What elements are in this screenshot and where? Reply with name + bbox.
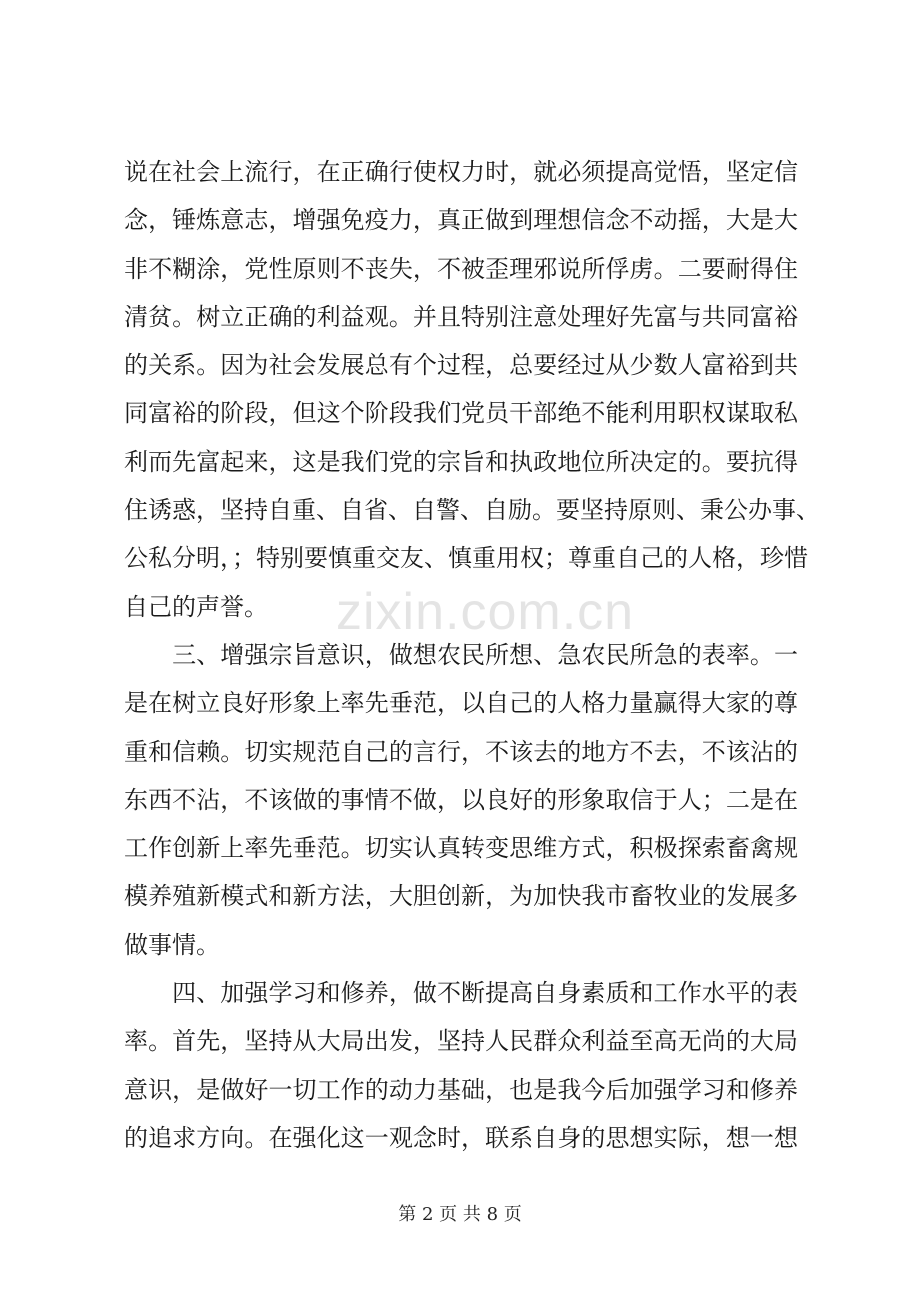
text-line: 率。首先，坚持从大局出发，坚持人民群众利益至高无尚的大局 <box>124 1027 798 1056</box>
text-line: 四、加强学习和修养，做不断提高自身素质和工作水平的表 <box>124 979 798 1008</box>
page-footer: 第 2 页 共 8 页 <box>398 1204 522 1225</box>
text-line: 是在树立良好形象上率先垂范，以自己的人格力量赢得大家的尊 <box>124 689 798 718</box>
text-line: 说在社会上流行，在正确行使权力时，就必须提高觉悟，坚定信 <box>124 158 798 186</box>
text-line: 的追求方向。在强化这一观念时，联系自身的思想实际，想一想 <box>124 1123 798 1152</box>
text-line: 清贫。树立正确的利益观。并且特别注意处理好先富与共同富裕 <box>124 302 798 331</box>
text-line: 住诱惑，坚持自重、自省、自警、自励。要坚持原则、秉公办事、 <box>124 496 820 525</box>
text-line: 工作创新上率先垂范。切实认真转变思维方式，积极探索畜禽规 <box>124 834 798 863</box>
text-line: 非不糊涂，党性原则不丧失，不被歪理邪说所俘虏。二要耐得住 <box>124 254 798 283</box>
text-line: 公私分明，；特别要慎重交友、慎重用权；尊重自己的人格，珍惜 <box>124 544 808 573</box>
text-line: 三、增强宗旨意识，做想农民所想、急农民所急的表率。一 <box>124 640 798 669</box>
text-line: 做事情。 <box>124 930 220 959</box>
text-line: 重和信赖。切实规范自己的言行，不该去的地方不去，不该沾的 <box>124 737 798 766</box>
text-line: 自己的声誉。 <box>124 592 268 621</box>
watermark: zixin.com.cn <box>336 583 635 641</box>
text-line: 利而先富起来，这是我们党的宗旨和执政地位所决定的。要抗得 <box>124 447 798 476</box>
text-line: 的关系。因为社会发展总有个过程，总要经过从少数人富裕到共 <box>124 351 798 380</box>
text-line: 意识，是做好一切工作的动力基础，也是我今后加强学习和修养 <box>124 1075 798 1104</box>
text-line: 同富裕的阶段，但这个阶段我们党员干部绝不能利用职权谋取私 <box>124 399 798 428</box>
body-text <box>124 148 820 1162</box>
text-line: 念，锤炼意志，增强免疫力，真正做到理想信念不动摇，大是大 <box>124 206 798 235</box>
text-line: 东西不沾，不该做的事情不做，以良好的形象取信于人；二是在 <box>124 785 798 814</box>
text-line: 模养殖新模式和新方法，大胆创新，为加快我市畜牧业的发展多 <box>124 882 798 911</box>
